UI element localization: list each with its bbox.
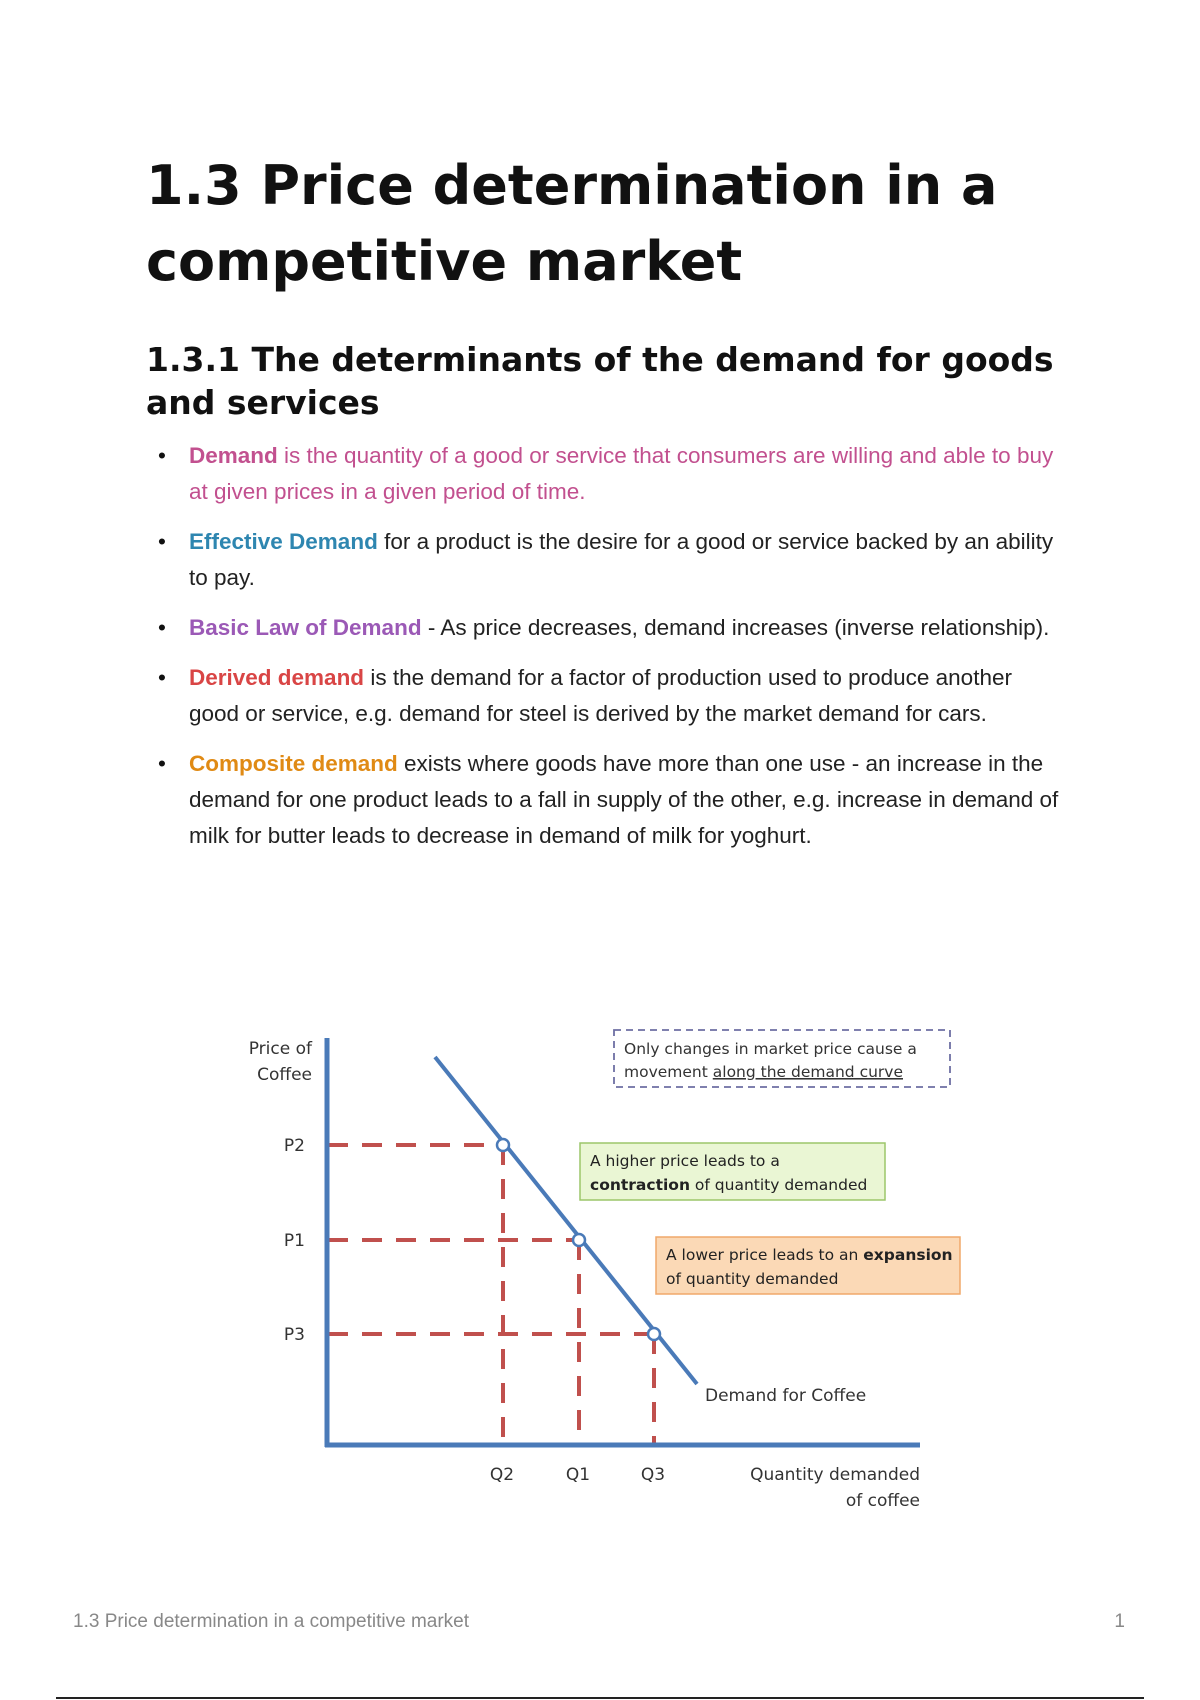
- note-orange-line1: [666, 1246, 953, 1264]
- point-p1-q1: [573, 1234, 585, 1246]
- page-title: 1.3 Price determination in a competitive market: [146, 154, 998, 293]
- term-law-of-demand: Basic Law of Demand: [189, 615, 422, 640]
- note-orange-prefix: A lower price leads to an: [666, 1246, 864, 1264]
- price-label-p2: P2: [283, 1136, 305, 1156]
- curve-label: Demand for Coffee: [705, 1386, 867, 1406]
- note-dashed-line2: [624, 1063, 903, 1081]
- list-item-derived-demand: [146, 660, 1066, 732]
- definition-composite-demand: exists where goods have more than one use - an increase in the demand for one product leads to a fall in supply of the other, e.g. increase in demand of milk for butter leads to decrease in demand of milk for yoghurt.: [189, 751, 1059, 848]
- term-effective-demand: Effective Demand: [189, 529, 378, 554]
- quantity-label-q1: Q1: [565, 1465, 591, 1485]
- price-label-p3: P3: [283, 1325, 305, 1345]
- note-green-line1: A higher price leads to a: [590, 1152, 780, 1170]
- note-dashed-line1: Only changes in market price cause a: [624, 1040, 917, 1058]
- note-green-bold: contraction: [590, 1176, 690, 1194]
- list-item-composite-demand: [146, 746, 1066, 854]
- note-green-line2: [590, 1176, 867, 1194]
- definition-demand: is the quantity of a good or service that consumers are willing and able to buy at given prices in a given period of time.: [189, 443, 1054, 504]
- note-dashed-underlined: along the demand curve: [712, 1063, 903, 1081]
- list-item-demand: [146, 438, 1066, 510]
- x-axis-label-line1: Quantity demanded: [750, 1465, 920, 1485]
- y-axis-label-line1: Price of: [248, 1039, 312, 1059]
- note-orange-line2: of quantity demanded: [666, 1270, 839, 1288]
- footer-title: 1.3 Price determination in a competitive market: [73, 1611, 470, 1632]
- page-number: 1: [1114, 1611, 1125, 1632]
- footer-divider: [56, 1697, 1144, 1699]
- point-p3-q3: [648, 1328, 660, 1340]
- list-item-effective-demand: [146, 524, 1066, 596]
- quantity-label-q3: Q3: [640, 1465, 666, 1485]
- bullet-list: [146, 438, 1066, 868]
- quantity-label-q2: Q2: [489, 1465, 515, 1485]
- term-demand: Demand: [189, 443, 278, 468]
- list-item-law-of-demand: [146, 610, 1066, 646]
- price-label-p1: P1: [283, 1231, 305, 1251]
- x-axis-label-line2: of coffee: [845, 1491, 920, 1511]
- note-green-rest: of quantity demanded: [689, 1176, 868, 1194]
- y-axis-label-line2: Coffee: [257, 1065, 312, 1085]
- definition-effective-demand: for a product is the desire for a good or service backed by an ability to pay.: [189, 529, 1054, 590]
- term-composite-demand: Composite demand: [189, 751, 398, 776]
- note-orange-bold: expansion: [863, 1246, 953, 1264]
- point-p2-q2: [497, 1139, 509, 1151]
- term-derived-demand: Derived demand: [189, 665, 365, 690]
- section-heading: 1.3.1 The determinants of the demand for goods and services: [146, 340, 1054, 422]
- definition-law-of-demand: - As price decreases, demand increases (inverse relationship).: [421, 615, 1050, 640]
- definition-derived-demand: is the demand for a factor of production used to produce another good or service, e.g. demand for steel is derived by the market demand for cars.: [189, 665, 1012, 726]
- demand-curve-diagram: [230, 1020, 990, 1520]
- note-dashed-prefix: movement: [624, 1063, 713, 1081]
